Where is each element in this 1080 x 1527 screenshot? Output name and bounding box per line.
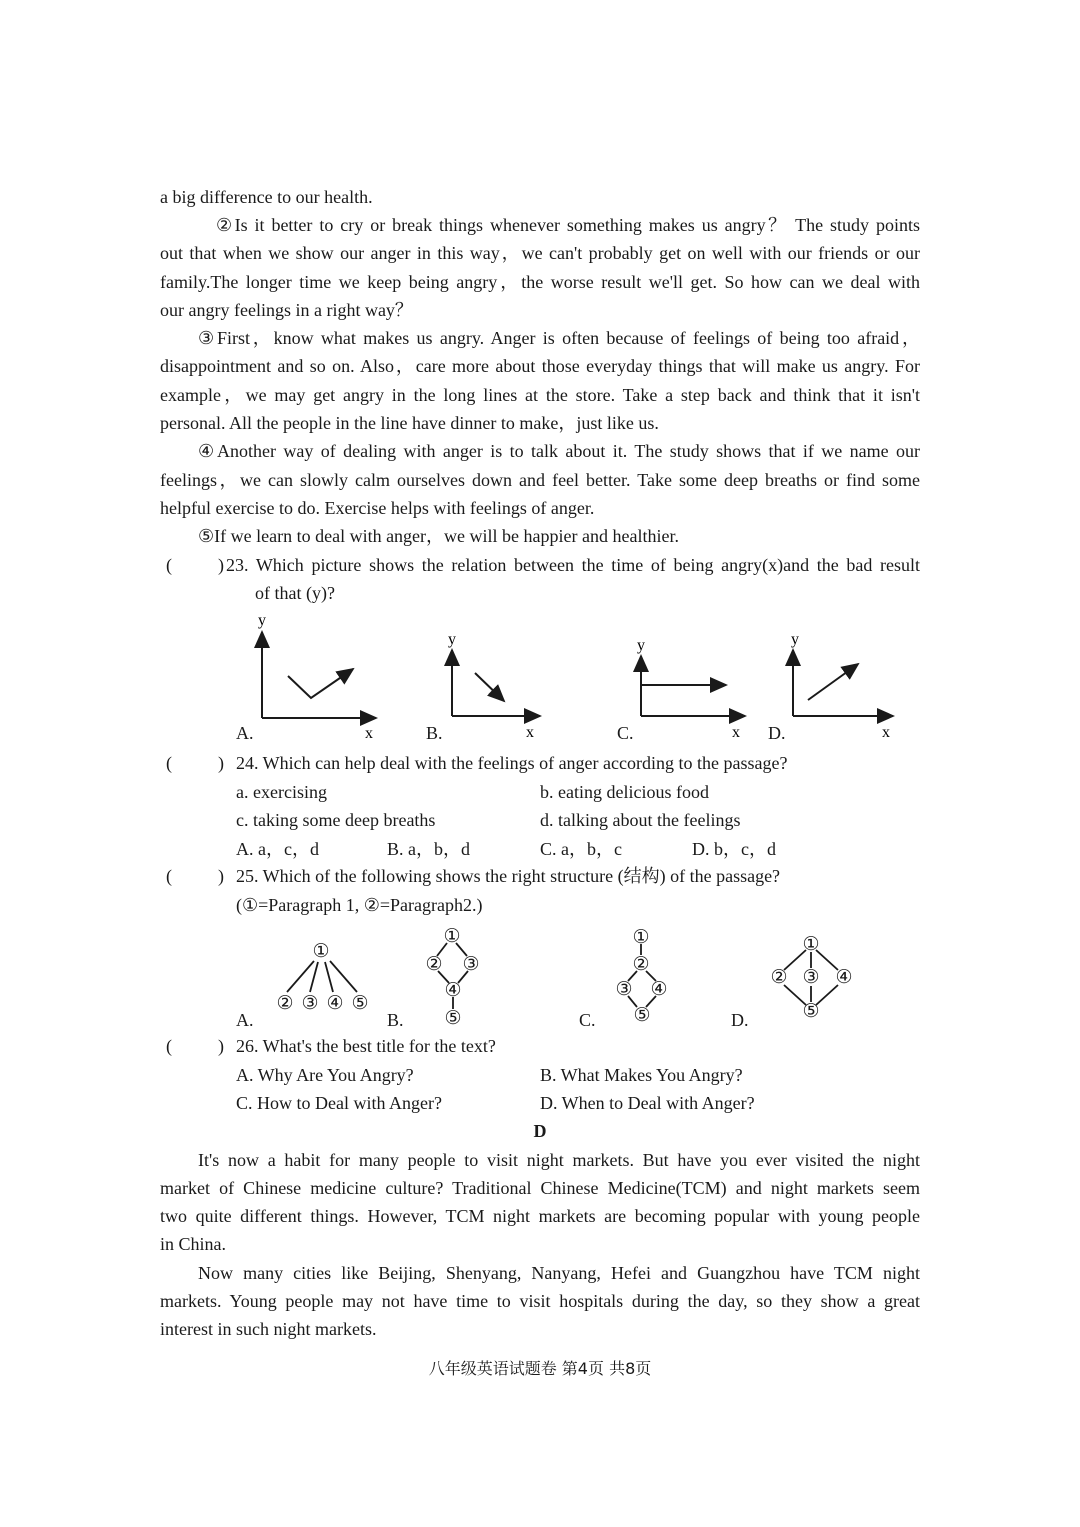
passage-line: personal. All the people in the line have dinner to make，just like us. (160, 413, 659, 433)
item-b: b. eating delicious food (540, 782, 709, 802)
passage-line: ⑤If we learn to deal with anger，we will be happier and healthier. (198, 526, 679, 546)
question-25-text: (①=Paragraph 1, ②=Paragraph2.) (236, 895, 483, 915)
axis-y-label: y (637, 637, 645, 654)
node-2: ② (770, 967, 788, 988)
node-1: ① (802, 934, 820, 955)
node-1: ① (632, 927, 650, 948)
axis-x-label: x (882, 724, 890, 741)
option-a[interactable]: A. a，c，d (236, 839, 319, 859)
passage-line: our angry feelings in a right way？ (160, 300, 413, 320)
passage-line: ④Another way of dealing with anger is to talk about it. The study shows that if we name our (198, 441, 920, 461)
option-a[interactable]: A. (236, 723, 254, 743)
option-b[interactable]: B. (387, 1010, 404, 1030)
node-3: ③ (462, 954, 480, 975)
page-footer: 八年级英语试题卷 第4页 共8页 (428, 1359, 652, 1378)
node-4: ④ (650, 979, 668, 1000)
axis-x-label: x (732, 724, 740, 741)
passage-line: in China. (160, 1234, 226, 1254)
bracket-close: ) (218, 753, 224, 773)
bracket-close: ) (218, 1036, 224, 1056)
bracket-close: ) (218, 866, 224, 886)
option-b[interactable]: B. What Makes You Angry? (540, 1065, 743, 1085)
passage-line: helpful exercise to do. Exercise helps with feelings of anger. (160, 498, 595, 518)
item-a: a. exercising (236, 782, 327, 802)
answer-bracket[interactable]: ( (166, 753, 172, 773)
answer-bracket[interactable]: ( (166, 1036, 172, 1056)
passage-line: markets. Young people may not have time to visit hospitals during the day, so they show a great (160, 1291, 920, 1311)
passage-line: a big difference to our health. (160, 187, 373, 207)
option-d[interactable]: D. (731, 1010, 749, 1030)
option-c[interactable]: C. (579, 1010, 596, 1030)
item-d: d. talking about the feelings (540, 810, 741, 830)
question-26-text: 26. What's the best title for the text? (236, 1036, 496, 1056)
passage-line: example，we may get angry in the long lines at the store. Take a step back and think that it isn't (160, 385, 920, 405)
passage-line: two quite different things. However, TCM night markets are becoming popular with young people (160, 1206, 920, 1226)
node-5: ⑤ (444, 1008, 462, 1029)
option-d[interactable]: D. b，c，d (692, 839, 776, 859)
node-3: ③ (615, 979, 633, 1000)
node-4: ④ (444, 980, 462, 1001)
question-25-text: 25. Which of the following shows the right structure (结构) of the passage? (236, 866, 781, 886)
axis-y-label: y (258, 612, 266, 629)
item-c: c. taking some deep breaths (236, 810, 436, 830)
section-title: D (533, 1121, 547, 1141)
question-24-text: 24. Which can help deal with the feelings of anger according to the passage? (236, 753, 788, 773)
axis-x-label: x (365, 725, 373, 742)
passage-line: out that when we show our anger in this way，we can't probably get on well with our friends or our (160, 243, 920, 263)
axis-y-label: y (791, 631, 799, 648)
option-c[interactable]: C. (617, 723, 634, 743)
node-4: ④ (835, 967, 853, 988)
option-c[interactable]: C. How to Deal with Anger? (236, 1093, 442, 1113)
option-d[interactable]: D. (768, 723, 786, 743)
passage-line: interest in such night markets. (160, 1319, 377, 1339)
axis-x-label: x (526, 724, 534, 741)
option-b[interactable]: B. a，b，d (387, 839, 470, 859)
node-2: ② (632, 954, 650, 975)
question-23-text: 23. Which picture shows the relation between the time of being angry(x)and the bad result (226, 555, 920, 575)
option-a[interactable]: A. (236, 1010, 254, 1030)
bracket-close: ) (218, 555, 224, 575)
option-c[interactable]: C. a，b，c (540, 839, 622, 859)
node-1: ① (312, 941, 330, 962)
node-2: ② (276, 993, 294, 1014)
passage-line: disappointment and so on. Also，care more about those everyday things that will make us angry. For (160, 356, 920, 376)
passage-line: ②Is it better to cry or break things whenever something makes us angry？ The study points (216, 215, 920, 235)
passage-line: Now many cities like Beijing, Shenyang, Nanyang, Hefei and Guangzhou have TCM night (198, 1263, 920, 1283)
node-4: ④ (326, 993, 344, 1014)
axis-y-label: y (448, 631, 456, 648)
passage-line: ③First，know what makes us angry. Anger is often because of feelings of being too afraid， (198, 328, 920, 348)
node-3: ③ (301, 993, 319, 1014)
node-5: ⑤ (633, 1005, 651, 1026)
passage-line: It's now a habit for many people to visit night markets. But have you ever visited the night (198, 1150, 920, 1170)
question-23-text: of that (y)? (255, 583, 335, 603)
node-1: ① (443, 926, 461, 947)
passage-line: feelings，we can slowly calm ourselves down and feel better. Take some deep breaths or find some (160, 470, 920, 490)
option-d[interactable]: D. When to Deal with Anger? (540, 1093, 755, 1113)
passage-line: market of Chinese medicine culture? Traditional Chinese Medicine(TCM) and night markets seem (160, 1178, 920, 1198)
answer-bracket[interactable]: ( (166, 555, 172, 575)
option-b[interactable]: B. (426, 723, 443, 743)
answer-bracket[interactable]: ( (166, 866, 172, 886)
node-2: ② (425, 954, 443, 975)
node-3: ③ (802, 967, 820, 988)
option-a[interactable]: A. Why Are You Angry? (236, 1065, 414, 1085)
node-5: ⑤ (351, 993, 369, 1014)
passage-line: family.The longer time we keep being angry，the worse result we'll get. So how can we deal with (160, 272, 920, 292)
node-5: ⑤ (802, 1001, 820, 1022)
